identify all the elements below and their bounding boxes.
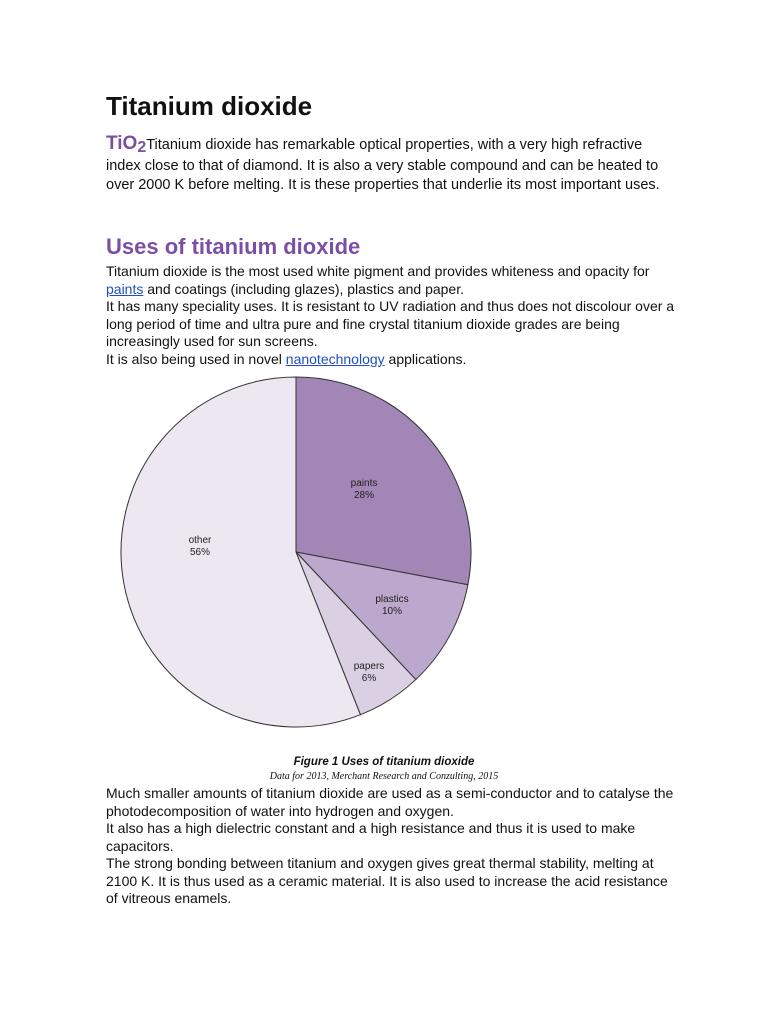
after-paragraph-2: It also has a high dielectric constant and a high resistance and thus it is used to make capacitors. — [106, 820, 636, 854]
figure-source: Data for 2013, Merchant Research and Conzulting, 2015 — [269, 771, 499, 782]
page-title: Titanium dioxide — [106, 91, 313, 121]
pie-value-other: 56% — [189, 547, 211, 558]
uses-paragraph-2: It has many speciality uses. It is resistant to UV radiation and thus does not discolour over a long period of time and ultra pure and fine crystal titanium dioxide grades are being increasingly used for sun screens. — [106, 298, 675, 349]
pie-value-plastics: 10% — [381, 606, 403, 617]
uses-p3-text-a: It is also being used in novel — [106, 350, 286, 367]
intro-text: Titanium dioxide has remarkable optical properties, with a very high refractive index close to that of diamond. It is also a very stable compound and can be heated to over 2000 K before melting. It is these properties that underlie its most important uses. — [106, 137, 660, 193]
formula-subscript: 2 — [137, 139, 147, 156]
uses-p3-text-b: applications. — [384, 350, 467, 367]
pie-label-plastics: plastics — [375, 594, 409, 605]
uses-p1-text-a: Titanium dioxide is the most used white pigment and provides whiteness and opacity for — [106, 263, 650, 279]
nanotechnology-link[interactable]: nanotechnology — [285, 350, 385, 367]
after-paragraph-3: The strong bonding between titanium and oxygen gives great thermal stability, melting at 2100 K. It is thus used as a ceramic material. It is also used to increase the acid resistance of vitreous enamels. — [106, 855, 668, 906]
pie-label-papers: papers — [353, 661, 385, 672]
pie-slice-paints — [296, 377, 471, 585]
pie-label-paints: paints — [350, 478, 378, 489]
figure-caption: Figure 1 Uses of titanium dioxide — [293, 756, 475, 768]
uses-p1-text-b: and coatings (including glazes), plastics and paper. — [143, 280, 464, 297]
after-paragraph-1: Much smaller amounts of titanium dioxide are used as a semi-conductor and to catalyse the photodecomposition of water into hydrogen and oxygen. — [106, 785, 674, 819]
after-section — [106, 785, 681, 908]
formula-main: TiO — [106, 133, 138, 154]
pie-value-paints: 28% — [353, 490, 375, 501]
section-title: Uses of titanium dioxide — [106, 234, 361, 259]
paints-link[interactable]: paints — [106, 280, 144, 297]
pie-label-other: other — [188, 535, 212, 546]
pie-value-papers: 6% — [361, 673, 377, 684]
